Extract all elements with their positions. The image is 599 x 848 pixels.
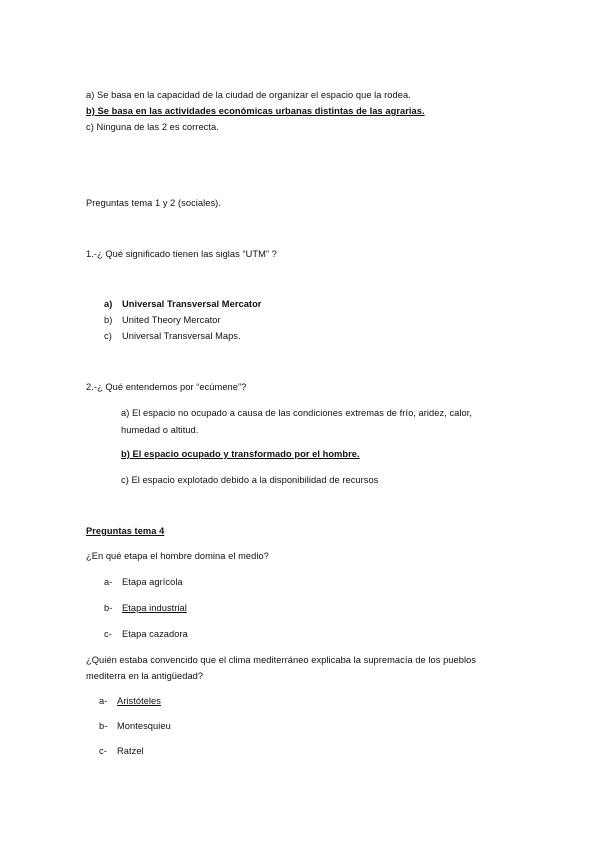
q2-option-a-line1: a) El espacio no ocupado a causa de las condiciones extremas de frío, aridez, calor, <box>121 408 472 418</box>
option-text: Ratzel <box>117 746 144 756</box>
intro-option-a: a) Se basa en la capacidad de la ciudad de organizar el espacio que la rodea. <box>86 90 411 100</box>
q3-option-b-correct <box>104 602 187 614</box>
intro-option-c: c) Ninguna de las 2 es correcta. <box>86 122 219 132</box>
option-marker: a) <box>104 299 113 309</box>
q4-option-c <box>99 745 144 757</box>
q1-option-c <box>104 330 241 342</box>
section-heading-tema-4: Preguntas tema 4 <box>86 526 165 536</box>
q4-option-b <box>99 720 171 732</box>
q1-option-a-correct <box>104 298 261 310</box>
question-clima-line1: ¿Quién estaba convencido que el clima mediterráneo explicaba la supremacía de los pueblos <box>86 655 476 665</box>
intro-option-b-correct: b) Se basa en las actividades económicas urbanas distintas de las agrarias. <box>86 106 425 116</box>
q2-option-c: c) El espacio explotado debido a la disponibilidad de recursos <box>121 475 379 485</box>
option-text: Universal Transversal Mercator <box>122 299 262 309</box>
option-marker: b- <box>104 603 113 613</box>
option-marker: a- <box>99 696 108 706</box>
option-marker: c- <box>104 629 112 639</box>
q3-option-a <box>104 576 183 588</box>
option-text: Etapa cazadora <box>122 629 188 639</box>
option-text: Universal Transversal Maps. <box>122 331 241 341</box>
option-text: Aristóteles <box>117 696 161 706</box>
question-etapa: ¿En qué etapa el hombre domina el medio? <box>86 551 269 561</box>
option-marker: b- <box>99 721 108 731</box>
q3-option-c <box>104 628 188 640</box>
option-text: Montesquieu <box>117 721 171 731</box>
q4-option-a-correct <box>99 695 161 707</box>
option-text: United Theory Mercator <box>122 315 221 325</box>
option-marker: a- <box>104 577 113 587</box>
option-marker: b) <box>104 315 113 325</box>
q1-option-b <box>104 314 221 326</box>
section-heading-tema-1-2: Preguntas tema 1 y 2 (sociales). <box>86 198 221 208</box>
question-utm: 1.-¿ Qué significado tienen las siglas “UTM” ? <box>86 249 277 259</box>
option-marker: c) <box>104 331 112 341</box>
option-text: Etapa industrial <box>122 603 187 613</box>
question-clima-line2: mediterra en la antigüedad? <box>86 671 204 681</box>
option-marker: c- <box>99 746 107 756</box>
option-text: Etapa agrícola <box>122 577 183 587</box>
q2-option-b-correct: b) El espacio ocupado y transformado por el hombre. <box>121 449 360 459</box>
question-ecumene: 2.-¿ Qué entendemos por “ecúmene”? <box>86 382 247 392</box>
q2-option-a-line2: humedad o altitud. <box>121 425 199 435</box>
